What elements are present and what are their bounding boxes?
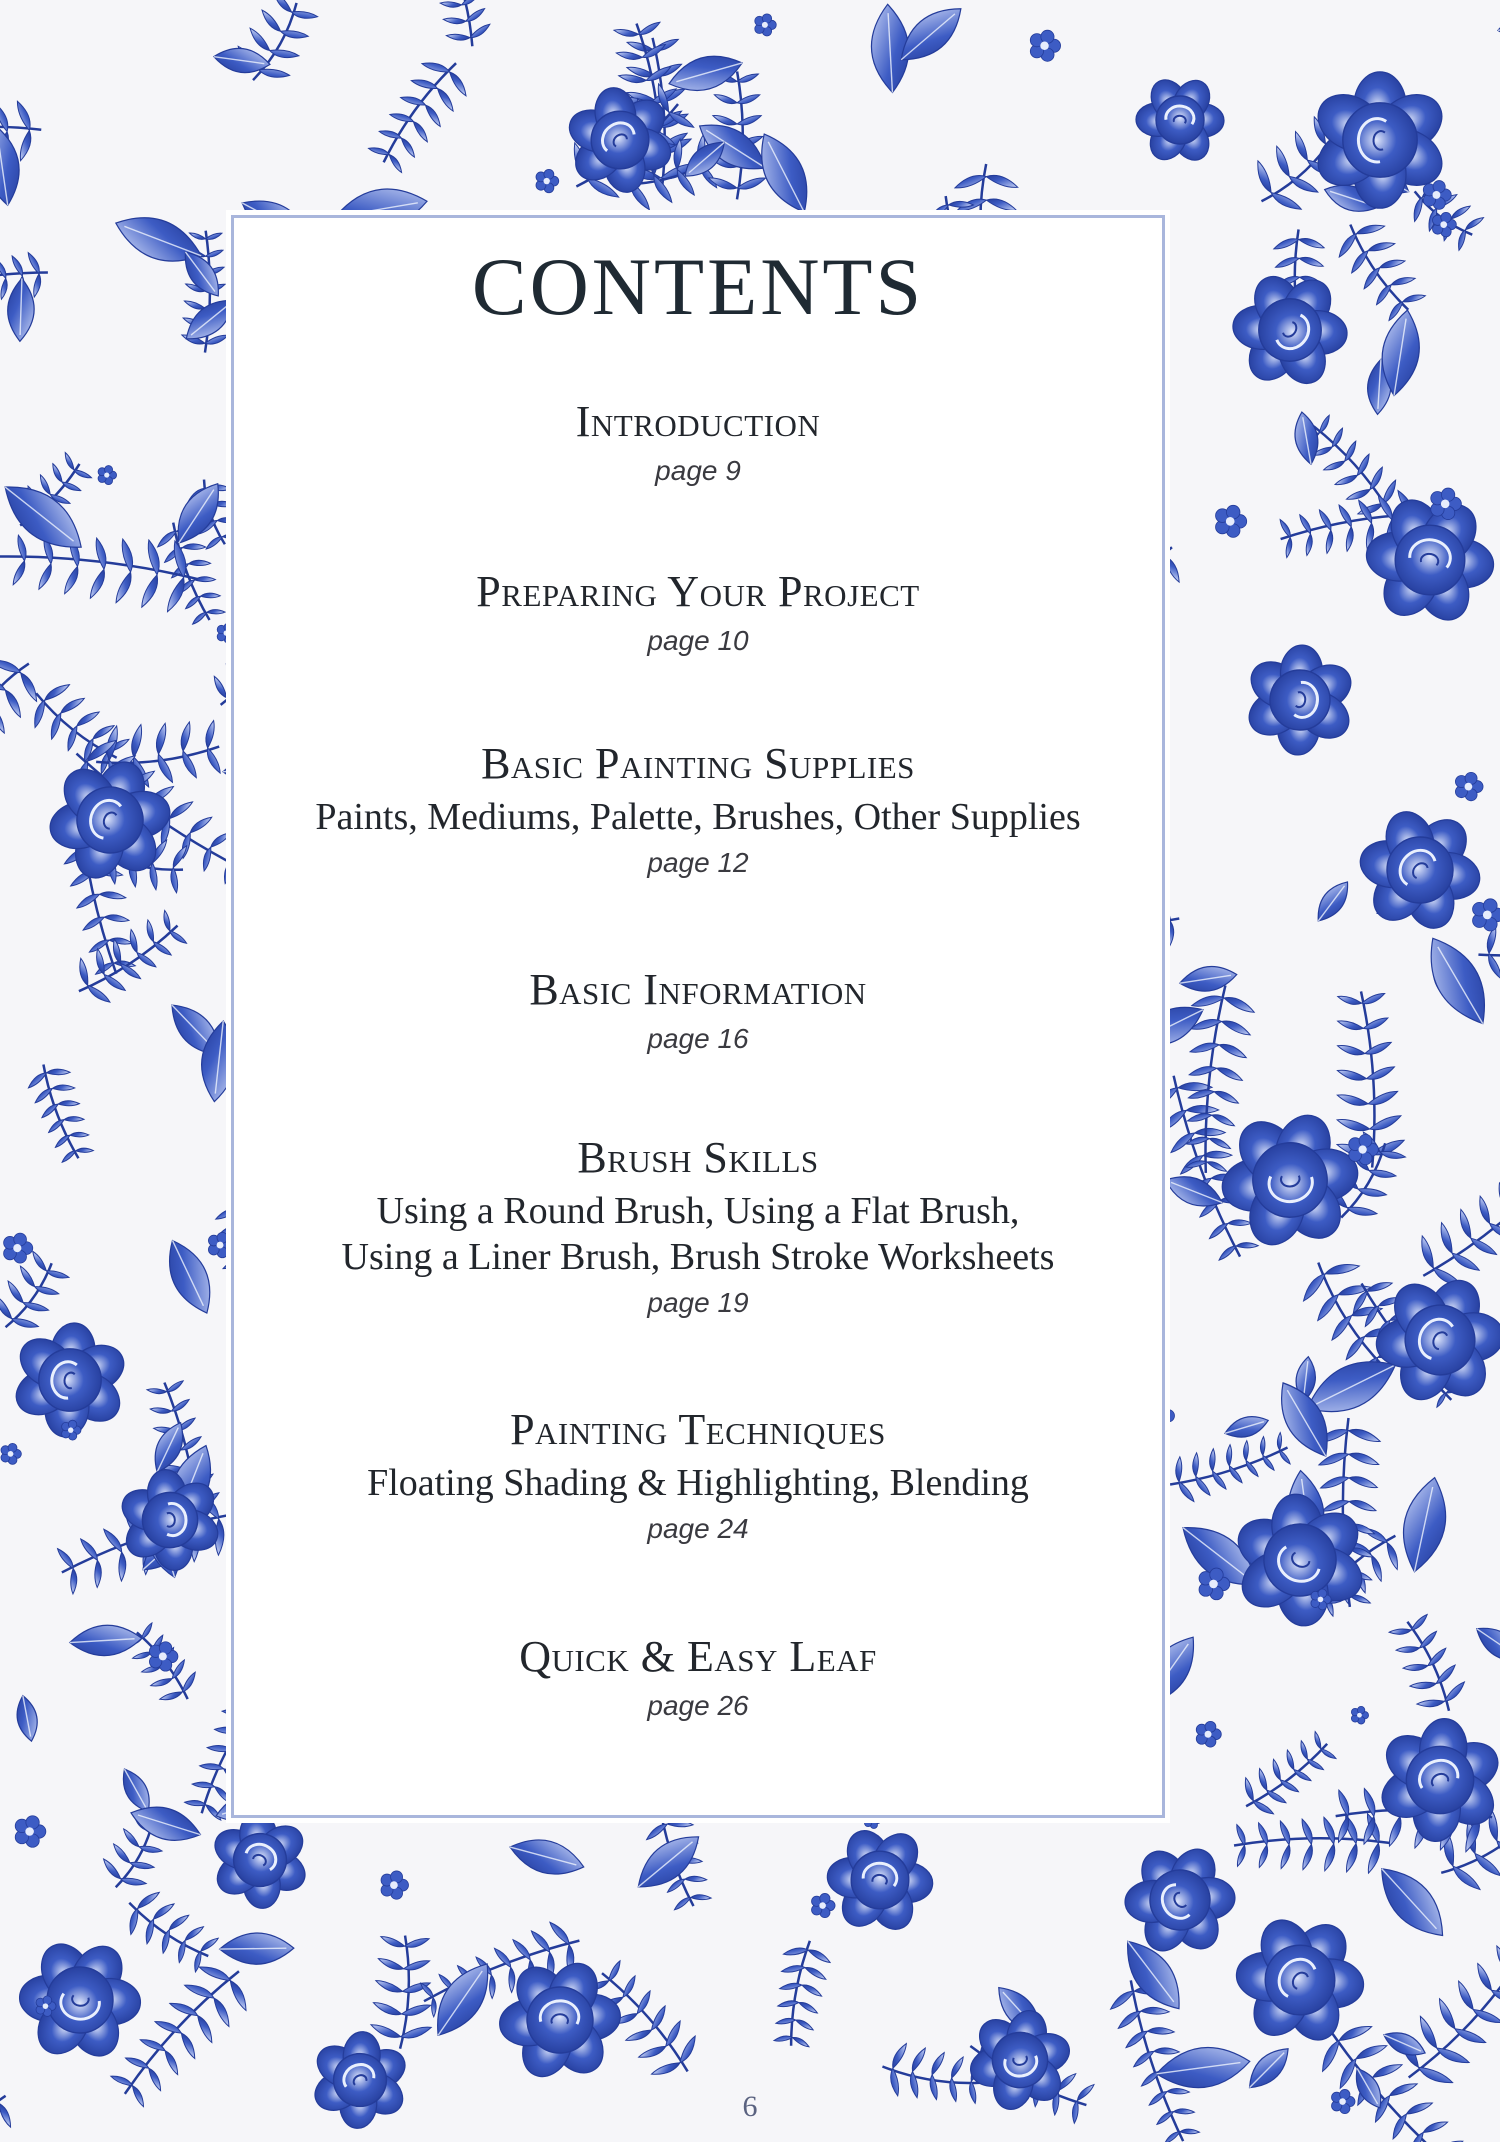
rose-shape (1360, 486, 1500, 633)
leaf-shape (13, 1694, 41, 1743)
blossom-shape (1423, 181, 1451, 210)
rose-shape (1352, 1254, 1500, 1427)
sprig-shape (1403, 1147, 1500, 1301)
toc-page-number: page 12 (647, 847, 749, 878)
leaf-shape (1178, 963, 1239, 996)
toc-page-number: page 24 (647, 1513, 749, 1544)
toc-subtopics: Using a Round Brush, Using a Flat Brush, Using a Liner Brush, Brush Stroke Worksheets (341, 1190, 1055, 1278)
leaf-shape (1380, 2026, 1429, 2061)
toc-page-number: page 9 (655, 455, 741, 486)
sprig-shape (115, 1882, 222, 1977)
sprig-shape (768, 1937, 833, 2050)
toc-entry-basic-painting-supplies (234, 738, 1162, 882)
toc-entry-basic-information (234, 964, 1162, 1058)
blossom-shape (812, 1893, 836, 1917)
rose-shape (1239, 642, 1361, 758)
blossom-shape (1455, 772, 1483, 800)
rose-shape (16, 1933, 144, 2067)
page-folio-number: 6 (742, 2090, 758, 2123)
sprig-shape (1383, 1938, 1500, 2102)
blossom-shape (1030, 30, 1060, 61)
blossom-shape (15, 1816, 46, 1848)
toc-heading: Introduction (575, 397, 821, 446)
rose-shape (1135, 73, 1225, 168)
toc-page-number: page 19 (647, 1287, 749, 1318)
toc-entry-brush-skills (234, 1132, 1162, 1322)
toc-subtopics: Floating Shading & Highlighting, Blending (367, 1462, 1029, 1504)
blossom-shape (4, 1233, 33, 1263)
toc-entry-painting-techniques (234, 1404, 1162, 1548)
rose-shape (1208, 1889, 1392, 2072)
blossom-shape (149, 1642, 178, 1671)
sprig-shape (1384, 1611, 1473, 1722)
sprig-shape (425, 0, 494, 52)
leaf-shape (7, 278, 35, 342)
leaf-shape (0, 124, 24, 208)
leaf-shape (1368, 1856, 1457, 1948)
blossom-shape (1473, 899, 1500, 931)
contents-panel (231, 215, 1165, 1818)
toc-subtopics: Paints, Mediums, Palette, Brushes, Other Supplies (315, 796, 1081, 838)
toc-entry-quick-easy-leaf (234, 1631, 1162, 1725)
sprig-shape (1234, 1813, 1391, 1875)
blossom-shape (98, 466, 117, 485)
rose-shape (1332, 782, 1500, 957)
blossom-shape (1216, 505, 1247, 537)
leaf-shape (69, 1623, 143, 1657)
leaf-shape (1310, 876, 1356, 927)
toc-heading: Painting Techniques (510, 1405, 886, 1454)
leaf-shape (1291, 410, 1322, 466)
blossom-shape (1196, 1721, 1221, 1747)
rose-shape (823, 1820, 938, 1940)
sprig-shape (23, 1057, 100, 1166)
sprig-shape (227, 0, 322, 95)
leaf-shape (1241, 2041, 1296, 2096)
leaf-shape (219, 1933, 294, 1965)
blossom-shape (1351, 1706, 1368, 1724)
toc-heading: Preparing Your Project (476, 567, 920, 616)
rose-shape (494, 1951, 626, 2089)
leaf-shape (1470, 1619, 1500, 1670)
toc-heading: Quick & Easy Leaf (519, 1632, 877, 1681)
blossom-shape (381, 1871, 408, 1899)
leaf-shape (1496, 14, 1500, 40)
blossom-shape (536, 169, 559, 192)
sprig-shape (1163, 1425, 1294, 1507)
leaf-shape (423, 1954, 502, 2046)
toc-page-number: page 10 (647, 625, 749, 656)
leaf-shape (1395, 1473, 1455, 1576)
rose-shape (111, 1463, 229, 1576)
toc-page-number: page 16 (647, 1023, 749, 1054)
blossom-shape (208, 1232, 233, 1257)
sprig-shape (0, 643, 52, 753)
toc-heading: Basic Information (529, 965, 867, 1014)
rose-shape (1208, 248, 1373, 411)
leaf-shape (506, 1832, 588, 1883)
sprig-shape (1232, 1726, 1341, 1824)
toc-page-number: page 26 (647, 1690, 749, 1721)
blossom-shape (1, 1443, 21, 1464)
toc-entry-preparing-your-project (234, 566, 1162, 660)
toc-heading: Basic Painting Supplies (481, 739, 915, 788)
sprig-shape (362, 47, 478, 178)
page-title: CONTENTS (471, 241, 925, 332)
toc-heading: Brush Skills (577, 1133, 819, 1182)
sprig-shape (1328, 209, 1431, 325)
blossom-shape (755, 14, 777, 36)
toc-entry-introduction (234, 396, 1162, 490)
